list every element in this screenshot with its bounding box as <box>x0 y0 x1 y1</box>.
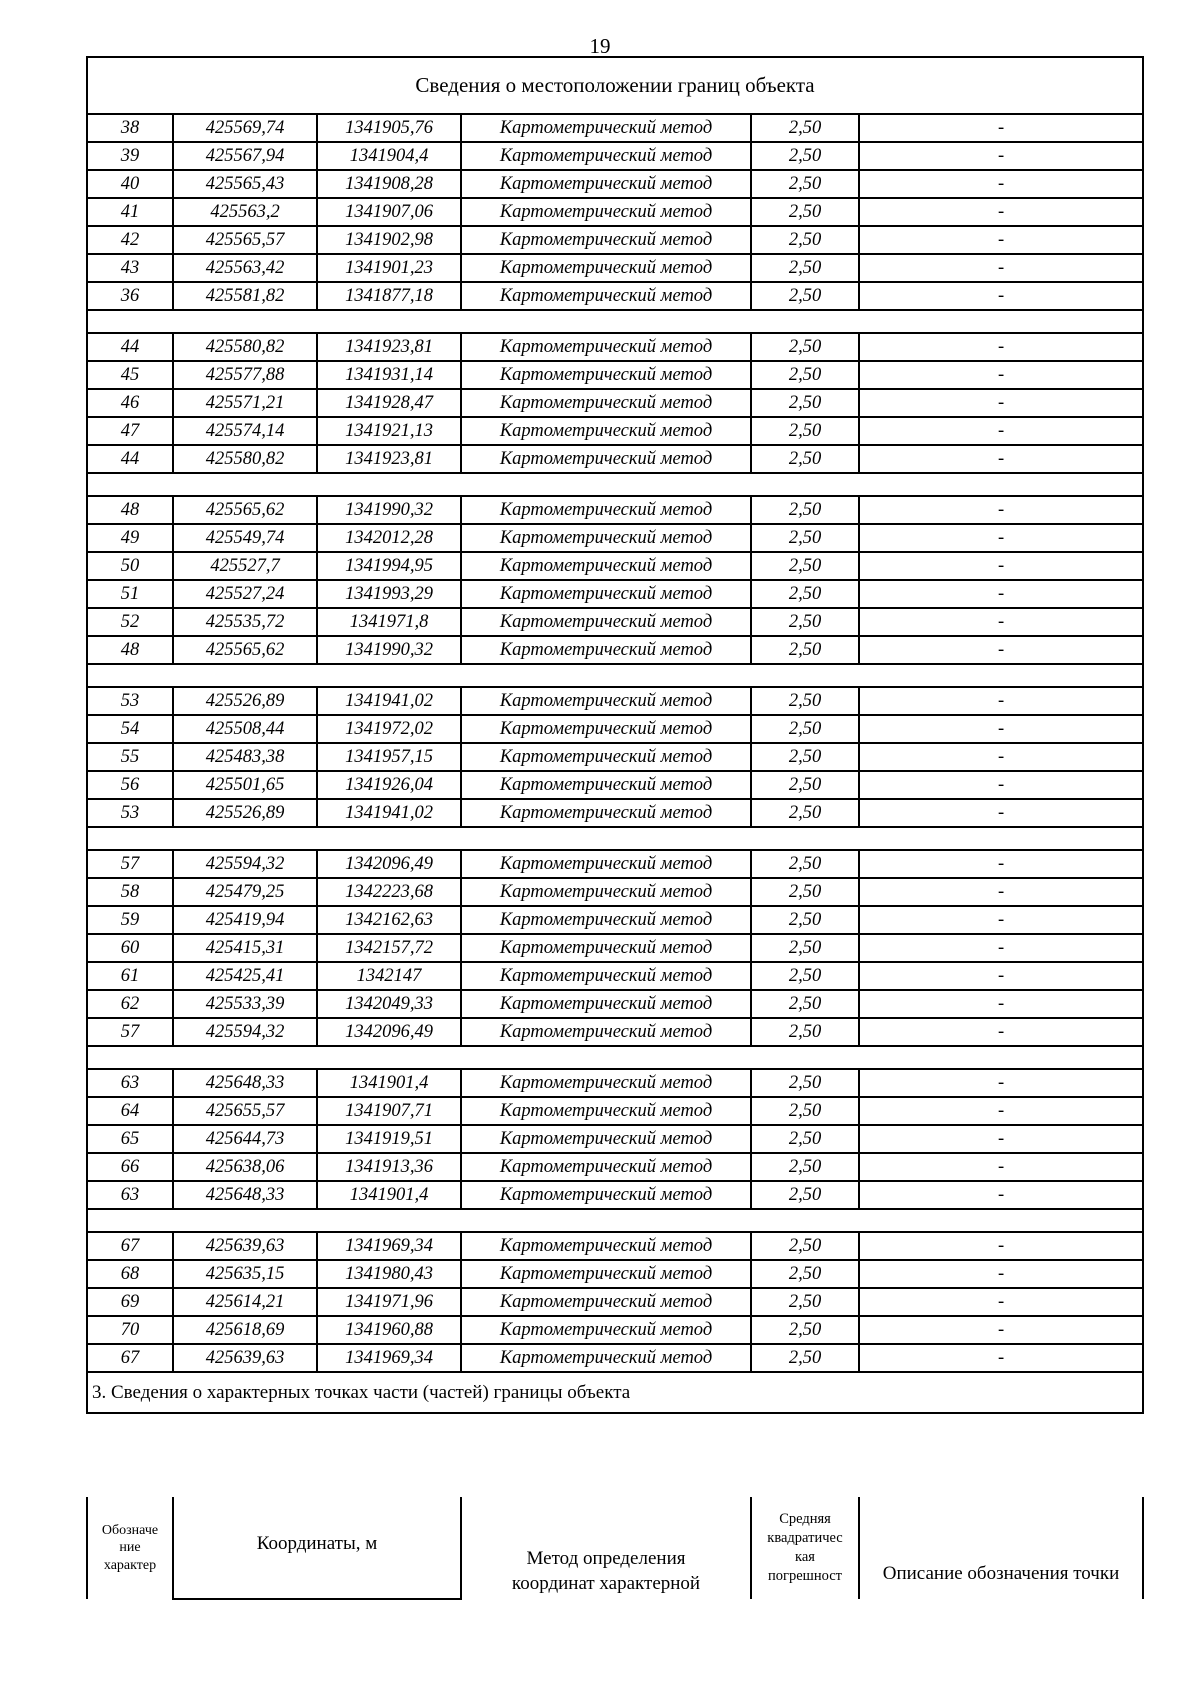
method: Картометрический метод <box>461 361 751 389</box>
x-coordinate: 425565,57 <box>173 226 317 254</box>
description: - <box>859 198 1143 226</box>
method: Картометрический метод <box>461 608 751 636</box>
description: - <box>859 608 1143 636</box>
x-coordinate: 425580,82 <box>173 445 317 473</box>
x-coordinate: 425483,38 <box>173 743 317 771</box>
description: - <box>859 1097 1143 1125</box>
table-row <box>87 198 1143 226</box>
method: Картометрический метод <box>461 850 751 878</box>
table-row <box>87 226 1143 254</box>
y-coordinate: 1341941,02 <box>317 799 461 827</box>
point-number: 61 <box>87 962 173 990</box>
x-coordinate: 425425,41 <box>173 962 317 990</box>
method: Картометрический метод <box>461 771 751 799</box>
description: - <box>859 389 1143 417</box>
method: Картометрический метод <box>461 1153 751 1181</box>
x-coordinate: 425526,89 <box>173 687 317 715</box>
error-value: 2,50 <box>751 1344 859 1372</box>
table-row <box>87 743 1143 771</box>
y-coordinate: 1342223,68 <box>317 878 461 906</box>
y-coordinate: 1341913,36 <box>317 1153 461 1181</box>
x-coordinate: 425594,32 <box>173 1018 317 1046</box>
x-coordinate: 425618,69 <box>173 1316 317 1344</box>
description: - <box>859 636 1143 664</box>
group-separator <box>87 1046 1143 1069</box>
method: Картометрический метод <box>461 636 751 664</box>
method: Картометрический метод <box>461 142 751 170</box>
method: Картометрический метод <box>461 1125 751 1153</box>
y-coordinate: 1341969,34 <box>317 1344 461 1372</box>
description: - <box>859 226 1143 254</box>
table-row <box>87 1260 1143 1288</box>
point-number: 48 <box>87 496 173 524</box>
table-row <box>87 799 1143 827</box>
point-number: 48 <box>87 636 173 664</box>
error-value: 2,50 <box>751 1125 859 1153</box>
error-value: 2,50 <box>751 361 859 389</box>
method: Картометрический метод <box>461 990 751 1018</box>
description: - <box>859 850 1143 878</box>
y-coordinate: 1341901,23 <box>317 254 461 282</box>
point-number: 62 <box>87 990 173 1018</box>
description: - <box>859 1232 1143 1260</box>
x-coordinate: 425533,39 <box>173 990 317 1018</box>
error-value: 2,50 <box>751 715 859 743</box>
y-coordinate: 1341908,28 <box>317 170 461 198</box>
description: - <box>859 878 1143 906</box>
table-row <box>87 1288 1143 1316</box>
table-row <box>87 496 1143 524</box>
description: - <box>859 962 1143 990</box>
point-number: 39 <box>87 142 173 170</box>
table-row <box>87 114 1143 142</box>
method: Картометрический метод <box>461 906 751 934</box>
x-coordinate: 425565,62 <box>173 636 317 664</box>
table-row <box>87 636 1143 664</box>
point-number: 53 <box>87 687 173 715</box>
x-coordinate: 425648,33 <box>173 1069 317 1097</box>
point-number: 36 <box>87 282 173 310</box>
y-coordinate: 1341994,95 <box>317 552 461 580</box>
point-number: 49 <box>87 524 173 552</box>
error-value: 2,50 <box>751 1316 859 1344</box>
description: - <box>859 1344 1143 1372</box>
table-row <box>87 687 1143 715</box>
error-value: 2,50 <box>751 934 859 962</box>
x-coordinate: 425565,43 <box>173 170 317 198</box>
y-coordinate: 1341902,98 <box>317 226 461 254</box>
coordinates-header: Координаты, м <box>173 1497 461 1599</box>
y-coordinate: 1342012,28 <box>317 524 461 552</box>
method: Картометрический метод <box>461 254 751 282</box>
y-coordinate: 1341941,02 <box>317 687 461 715</box>
error-value: 2,50 <box>751 799 859 827</box>
y-coordinate: 1341921,13 <box>317 417 461 445</box>
error-value: 2,50 <box>751 552 859 580</box>
error-value: 2,50 <box>751 962 859 990</box>
point-number: 57 <box>87 1018 173 1046</box>
y-coordinate: 1341901,4 <box>317 1069 461 1097</box>
x-coordinate: 425638,06 <box>173 1153 317 1181</box>
point-number: 56 <box>87 771 173 799</box>
table-row <box>87 1153 1143 1181</box>
method: Картометрический метод <box>461 799 751 827</box>
point-number: 70 <box>87 1316 173 1344</box>
x-coordinate: 425501,65 <box>173 771 317 799</box>
point-number: 64 <box>87 1097 173 1125</box>
error-value: 2,50 <box>751 333 859 361</box>
table-row <box>87 333 1143 361</box>
table-row <box>87 1181 1143 1209</box>
table-row <box>87 878 1143 906</box>
y-coordinate: 1341923,81 <box>317 333 461 361</box>
y-coordinate: 1341990,32 <box>317 636 461 664</box>
error-value: 2,50 <box>751 445 859 473</box>
x-coordinate: 425648,33 <box>173 1181 317 1209</box>
description: - <box>859 1181 1143 1209</box>
point-number: 41 <box>87 198 173 226</box>
y-coordinate: 1341919,51 <box>317 1125 461 1153</box>
method-header: Метод определения координат характерной <box>461 1497 751 1599</box>
y-coordinate: 1341993,29 <box>317 580 461 608</box>
method: Картометрический метод <box>461 1288 751 1316</box>
group-separator <box>87 310 1143 333</box>
group-separator <box>87 473 1143 496</box>
description: - <box>859 524 1143 552</box>
error-value: 2,50 <box>751 142 859 170</box>
point-number: 38 <box>87 114 173 142</box>
point-number: 58 <box>87 878 173 906</box>
error-value: 2,50 <box>751 990 859 1018</box>
method: Картометрический метод <box>461 1069 751 1097</box>
method: Картометрический метод <box>461 580 751 608</box>
error-value: 2,50 <box>751 687 859 715</box>
point-number: 42 <box>87 226 173 254</box>
table-row <box>87 1125 1143 1153</box>
error-value: 2,50 <box>751 1153 859 1181</box>
section3-header-table <box>86 1497 1144 1600</box>
y-coordinate: 1342147 <box>317 962 461 990</box>
error-value: 2,50 <box>751 389 859 417</box>
y-coordinate: 1342096,49 <box>317 850 461 878</box>
method: Картометрический метод <box>461 389 751 417</box>
description: - <box>859 1069 1143 1097</box>
table-row <box>87 361 1143 389</box>
method: Картометрический метод <box>461 743 751 771</box>
table-row <box>87 962 1143 990</box>
method: Картометрический метод <box>461 962 751 990</box>
method: Картометрический метод <box>461 1018 751 1046</box>
y-coordinate: 1342157,72 <box>317 934 461 962</box>
method: Картометрический метод <box>461 1097 751 1125</box>
method: Картометрический метод <box>461 524 751 552</box>
point-number: 60 <box>87 934 173 962</box>
point-number: 63 <box>87 1069 173 1097</box>
table-row <box>87 282 1143 310</box>
x-coordinate: 425565,62 <box>173 496 317 524</box>
table-row <box>87 1018 1143 1046</box>
y-coordinate: 1341980,43 <box>317 1260 461 1288</box>
error-value: 2,50 <box>751 417 859 445</box>
x-coordinate: 425639,63 <box>173 1232 317 1260</box>
x-coordinate: 425479,25 <box>173 878 317 906</box>
section3-title: 3. Сведения о характерных точках части (частей) границы объекта <box>87 1372 1143 1413</box>
x-coordinate: 425419,94 <box>173 906 317 934</box>
y-coordinate: 1341905,76 <box>317 114 461 142</box>
point-number: 57 <box>87 850 173 878</box>
point-number: 65 <box>87 1125 173 1153</box>
description: - <box>859 990 1143 1018</box>
section3-row <box>87 1372 1143 1413</box>
y-coordinate: 1341923,81 <box>317 445 461 473</box>
description: - <box>859 114 1143 142</box>
point-number: 55 <box>87 743 173 771</box>
table-row <box>87 906 1143 934</box>
group-separator <box>87 1209 1143 1232</box>
x-coordinate: 425574,14 <box>173 417 317 445</box>
x-coordinate: 425644,73 <box>173 1125 317 1153</box>
table-row <box>87 1097 1143 1125</box>
method: Картометрический метод <box>461 552 751 580</box>
description: - <box>859 552 1143 580</box>
y-coordinate: 1341907,71 <box>317 1097 461 1125</box>
method: Картометрический метод <box>461 1316 751 1344</box>
table-row <box>87 850 1143 878</box>
description: - <box>859 142 1143 170</box>
point-number: 50 <box>87 552 173 580</box>
point-number: 45 <box>87 361 173 389</box>
point-number: 51 <box>87 580 173 608</box>
x-coordinate: 425535,72 <box>173 608 317 636</box>
y-coordinate: 1341972,02 <box>317 715 461 743</box>
y-coordinate: 1341990,32 <box>317 496 461 524</box>
group-separator <box>87 664 1143 687</box>
x-coordinate: 425527,7 <box>173 552 317 580</box>
point-number: 46 <box>87 389 173 417</box>
point-number: 53 <box>87 799 173 827</box>
method: Картометрический метод <box>461 445 751 473</box>
point-number: 43 <box>87 254 173 282</box>
method: Картометрический метод <box>461 417 751 445</box>
method: Картометрический метод <box>461 226 751 254</box>
point-number: 54 <box>87 715 173 743</box>
table-row <box>87 1316 1143 1344</box>
y-coordinate: 1341969,34 <box>317 1232 461 1260</box>
x-coordinate: 425415,31 <box>173 934 317 962</box>
error-value: 2,50 <box>751 1018 859 1046</box>
point-number: 44 <box>87 333 173 361</box>
point-number: 40 <box>87 170 173 198</box>
description: - <box>859 282 1143 310</box>
table-row <box>87 990 1143 1018</box>
description: - <box>859 254 1143 282</box>
y-coordinate: 1341971,96 <box>317 1288 461 1316</box>
description: - <box>859 687 1143 715</box>
method: Картометрический метод <box>461 333 751 361</box>
table-row <box>87 254 1143 282</box>
y-coordinate: 1341926,04 <box>317 771 461 799</box>
error-value: 2,50 <box>751 1181 859 1209</box>
error-value: 2,50 <box>751 496 859 524</box>
description: - <box>859 170 1143 198</box>
method: Картометрический метод <box>461 1181 751 1209</box>
x-coordinate: 425567,94 <box>173 142 317 170</box>
table-row <box>87 608 1143 636</box>
description: - <box>859 743 1143 771</box>
description: - <box>859 771 1143 799</box>
method: Картометрический метод <box>461 687 751 715</box>
y-coordinate: 1342049,33 <box>317 990 461 1018</box>
y-coordinate: 1341960,88 <box>317 1316 461 1344</box>
description: - <box>859 1260 1143 1288</box>
table-row <box>87 1232 1143 1260</box>
error-value: 2,50 <box>751 743 859 771</box>
x-coordinate: 425526,89 <box>173 799 317 827</box>
error-value: 2,50 <box>751 254 859 282</box>
table-row <box>87 142 1143 170</box>
point-number: 68 <box>87 1260 173 1288</box>
error-value: 2,50 <box>751 1232 859 1260</box>
table-title: Сведения о местоположении границ объекта <box>87 57 1143 114</box>
x-coordinate: 425527,24 <box>173 580 317 608</box>
x-coordinate: 425563,2 <box>173 198 317 226</box>
x-coordinate: 425549,74 <box>173 524 317 552</box>
x-coordinate: 425639,63 <box>173 1344 317 1372</box>
method: Картометрический метод <box>461 282 751 310</box>
table-row <box>87 715 1143 743</box>
table-row <box>87 170 1143 198</box>
method: Картометрический метод <box>461 1260 751 1288</box>
table-row <box>87 934 1143 962</box>
description-header: Описание обозначения точки <box>859 1497 1143 1599</box>
point-number: 63 <box>87 1181 173 1209</box>
method: Картометрический метод <box>461 114 751 142</box>
y-coordinate: 1341907,06 <box>317 198 461 226</box>
error-value: 2,50 <box>751 878 859 906</box>
description: - <box>859 445 1143 473</box>
x-coordinate: 425569,74 <box>173 114 317 142</box>
page-number: 19 <box>589 34 611 58</box>
description: - <box>859 1125 1143 1153</box>
description: - <box>859 580 1143 608</box>
table-row <box>87 1069 1143 1097</box>
error-value: 2,50 <box>751 580 859 608</box>
x-coordinate: 425577,88 <box>173 361 317 389</box>
point-number: 67 <box>87 1232 173 1260</box>
error-value: 2,50 <box>751 906 859 934</box>
table-row <box>87 1344 1143 1372</box>
y-coordinate: 1341904,4 <box>317 142 461 170</box>
y-coordinate: 1341928,47 <box>317 389 461 417</box>
y-coordinate: 1341971,8 <box>317 608 461 636</box>
x-coordinate: 425563,42 <box>173 254 317 282</box>
table-row <box>87 389 1143 417</box>
y-coordinate: 1341877,18 <box>317 282 461 310</box>
description: - <box>859 496 1143 524</box>
description: - <box>859 361 1143 389</box>
table-row <box>87 417 1143 445</box>
y-coordinate: 1341931,14 <box>317 361 461 389</box>
description: - <box>859 1153 1143 1181</box>
error-value: 2,50 <box>751 608 859 636</box>
error-value: 2,50 <box>751 1288 859 1316</box>
error-value: 2,50 <box>751 524 859 552</box>
table-row <box>87 552 1143 580</box>
designation-header: Обозначе ние характер <box>87 1497 173 1599</box>
x-coordinate: 425581,82 <box>173 282 317 310</box>
description: - <box>859 1018 1143 1046</box>
error-value: 2,50 <box>751 282 859 310</box>
point-number: 47 <box>87 417 173 445</box>
x-coordinate: 425571,21 <box>173 389 317 417</box>
description: - <box>859 417 1143 445</box>
point-number: 59 <box>87 906 173 934</box>
method: Картометрический метод <box>461 715 751 743</box>
table-row <box>87 771 1143 799</box>
method: Картометрический метод <box>461 198 751 226</box>
method: Картометрический метод <box>461 496 751 524</box>
point-number: 69 <box>87 1288 173 1316</box>
error-header: Средняя квадратичес кая погрешност <box>751 1497 859 1599</box>
error-value: 2,50 <box>751 771 859 799</box>
table-row <box>87 580 1143 608</box>
error-value: 2,50 <box>751 850 859 878</box>
description: - <box>859 906 1143 934</box>
method: Картометрический метод <box>461 170 751 198</box>
error-value: 2,50 <box>751 198 859 226</box>
point-number: 44 <box>87 445 173 473</box>
x-coordinate: 425614,21 <box>173 1288 317 1316</box>
x-coordinate: 425655,57 <box>173 1097 317 1125</box>
x-coordinate: 425635,15 <box>173 1260 317 1288</box>
x-coordinate: 425508,44 <box>173 715 317 743</box>
point-number: 52 <box>87 608 173 636</box>
group-separator <box>87 827 1143 850</box>
table-row <box>87 445 1143 473</box>
description: - <box>859 1316 1143 1344</box>
method: Картометрический метод <box>461 1344 751 1372</box>
x-coordinate: 425580,82 <box>173 333 317 361</box>
method: Картометрический метод <box>461 934 751 962</box>
description: - <box>859 333 1143 361</box>
x-coordinate: 425594,32 <box>173 850 317 878</box>
error-value: 2,50 <box>751 1069 859 1097</box>
error-value: 2,50 <box>751 226 859 254</box>
error-value: 2,50 <box>751 636 859 664</box>
method: Картометрический метод <box>461 1232 751 1260</box>
description: - <box>859 799 1143 827</box>
method: Картометрический метод <box>461 878 751 906</box>
error-value: 2,50 <box>751 170 859 198</box>
y-coordinate: 1341901,4 <box>317 1181 461 1209</box>
y-coordinate: 1342096,49 <box>317 1018 461 1046</box>
table-row <box>87 524 1143 552</box>
y-coordinate: 1341957,15 <box>317 743 461 771</box>
y-coordinate: 1342162,63 <box>317 906 461 934</box>
point-number: 67 <box>87 1344 173 1372</box>
error-value: 2,50 <box>751 1097 859 1125</box>
description: - <box>859 715 1143 743</box>
point-number: 66 <box>87 1153 173 1181</box>
description: - <box>859 1288 1143 1316</box>
error-value: 2,50 <box>751 1260 859 1288</box>
boundary-table <box>86 56 1144 1414</box>
description: - <box>859 934 1143 962</box>
error-value: 2,50 <box>751 114 859 142</box>
